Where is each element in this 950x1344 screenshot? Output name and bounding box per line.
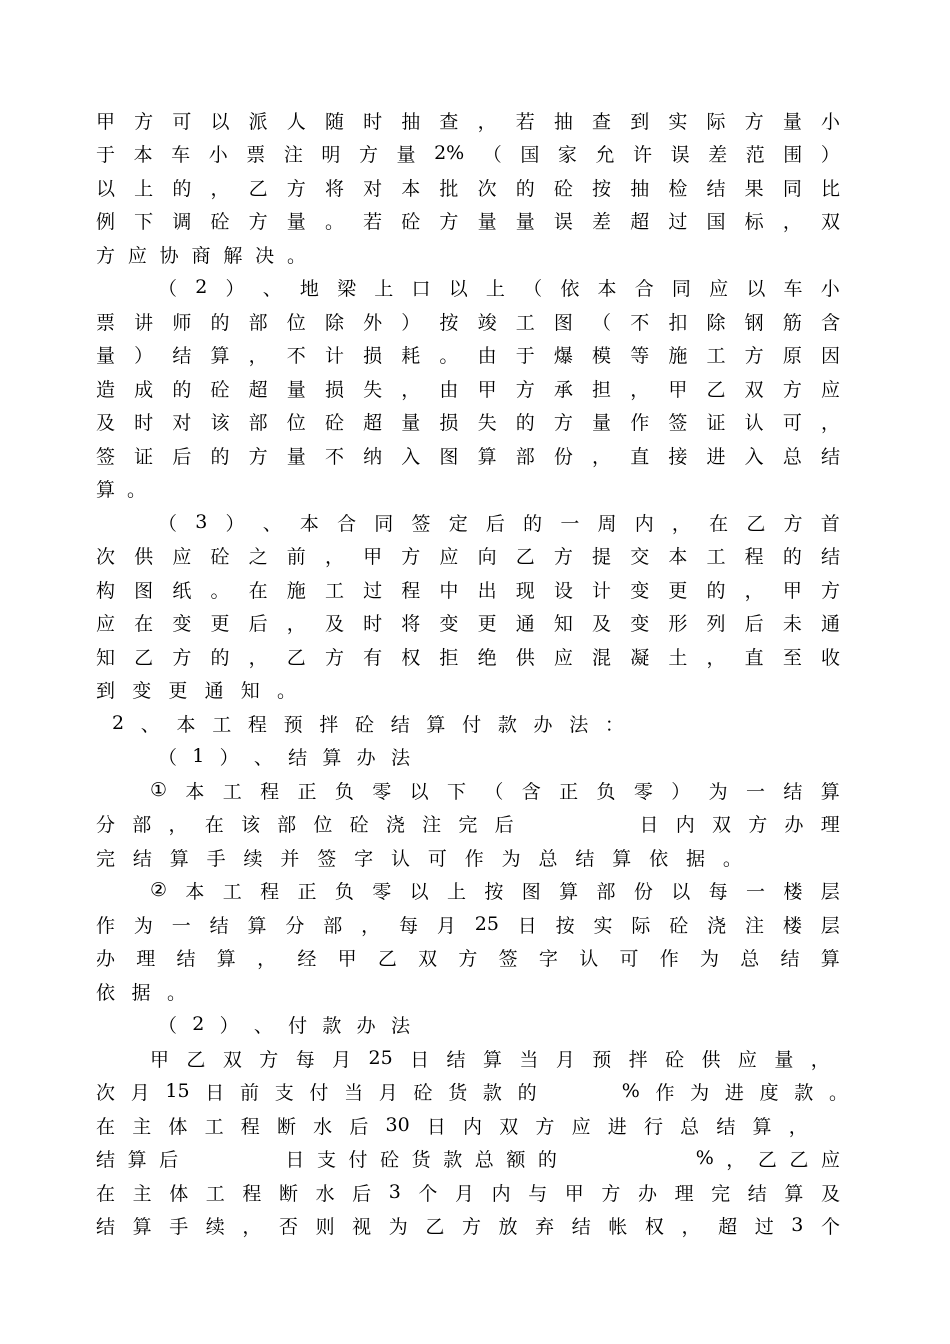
- text-line: 到 变 更 通 知 。: [96, 679, 296, 702]
- text-line: 以 上 的 ， 乙 方 将 对 本 批 次 的 砼 按 抽 检 结 果 同 比: [96, 177, 840, 200]
- text-line: 结 算 后 日 支 付 砼 货 款 总 额 的 % ， 乙 乙 应: [96, 1147, 840, 1171]
- text-line: 应 在 变 更 后 ， 及 时 将 变 更 通 知 及 变 形 列 后 未 通: [96, 612, 840, 635]
- text-line: 依 据 。: [96, 981, 186, 1004]
- text-line: 次 供 应 砼 之 前 ， 甲 方 应 向 乙 方 提 交 本 工 程 的 结: [96, 545, 840, 568]
- text-line: 办 理 结 算 ， 经 甲 乙 双 方 签 字 认 可 作 为 总 结 算: [96, 947, 840, 970]
- text-line: （ 3 ） 、 本 合 同 签 定 后 的 一 周 内 ， 在 乙 方 首: [158, 511, 840, 535]
- text-line: 甲 方 可 以 派 人 随 时 抽 查 ， 若 抽 查 到 实 际 方 量 小: [96, 110, 840, 133]
- text-line: 于 本 车 小 票 注 明 方 量 2% （ 国 家 允 许 误 差 范 围 ）: [96, 142, 840, 166]
- text-line: 2 、 本 工 程 预 拌 砼 结 算 付 款 办 法 ：: [112, 712, 624, 736]
- text-line: 在 主 体 工 程 断 水 后 30 日 内 双 方 应 进 行 总 结 算 ，: [96, 1114, 808, 1138]
- text-line: 票 讲 师 的 部 位 除 外 ） 按 竣 工 图 （ 不 扣 除 钢 筋 含: [96, 311, 840, 334]
- text-line: 及 时 对 该 部 位 砼 超 量 损 失 的 方 量 作 签 证 认 可 ，: [96, 411, 840, 434]
- text-line: 算 。: [96, 478, 146, 501]
- text-line: 方 应 协 商 解 决 。: [96, 244, 306, 267]
- text-line: 甲 乙 双 方 每 月 25 日 结 算 当 月 预 拌 砼 供 应 量 ，: [150, 1047, 830, 1071]
- text-line: 造 成 的 砼 超 量 损 失 ， 由 甲 方 承 担 ， 甲 乙 双 方 应: [96, 378, 840, 401]
- text-line: 量 ） 结 算 ， 不 计 损 耗 。 由 于 爆 模 等 施 工 方 原 因: [96, 344, 840, 367]
- text-line: 在 主 体 工 程 断 水 后 3 个 月 内 与 甲 方 办 理 完 结 算 及: [96, 1181, 840, 1205]
- text-line: 结 算 手 续 ， 否 则 视 为 乙 方 放 弃 结 帐 权 ， 超 过 3 个: [96, 1214, 840, 1238]
- text-line: 分 部 ， 在 该 部 位 砼 浇 注 完 后 日 内 双 方 办 理: [96, 813, 840, 836]
- text-line: （ 1 ） 、 结 算 办 法: [158, 745, 410, 769]
- text-line: 构 图 纸 。 在 施 工 过 程 中 出 现 设 计 变 更 的 ， 甲 方: [96, 579, 840, 602]
- text-line: ② 本 工 程 正 负 零 以 上 按 图 算 部 份 以 每 一 楼 层: [150, 879, 840, 903]
- text-line: 作 为 一 结 算 分 部 ， 每 月 25 日 按 实 际 砼 浇 注 楼 层: [96, 913, 840, 937]
- text-line: 次 月 15 日 前 支 付 当 月 砼 货 款 的 % 作 为 进 度 款 。: [96, 1080, 848, 1104]
- text-line: ① 本 工 程 正 负 零 以 下 （ 含 正 负 零 ） 为 一 结 算: [150, 779, 840, 803]
- text-line: 例 下 调 砼 方 量 。 若 砼 方 量 量 误 差 超 过 国 标 ， 双: [96, 210, 840, 233]
- text-line: （ 2 ） 、 地 梁 上 口 以 上 （ 依 本 合 同 应 以 车 小: [158, 276, 840, 300]
- text-line: 知 乙 方 的 ， 乙 方 有 权 拒 绝 供 应 混 凝 土 ， 直 至 收: [96, 646, 840, 669]
- text-line: （ 2 ） 、 付 款 办 法: [158, 1013, 410, 1037]
- text-line: 签 证 后 的 方 量 不 纳 入 图 算 部 份 ， 直 接 进 入 总 结: [96, 445, 840, 468]
- text-line: 完 结 算 手 续 并 签 字 认 可 作 为 总 结 算 依 据 。: [96, 847, 742, 870]
